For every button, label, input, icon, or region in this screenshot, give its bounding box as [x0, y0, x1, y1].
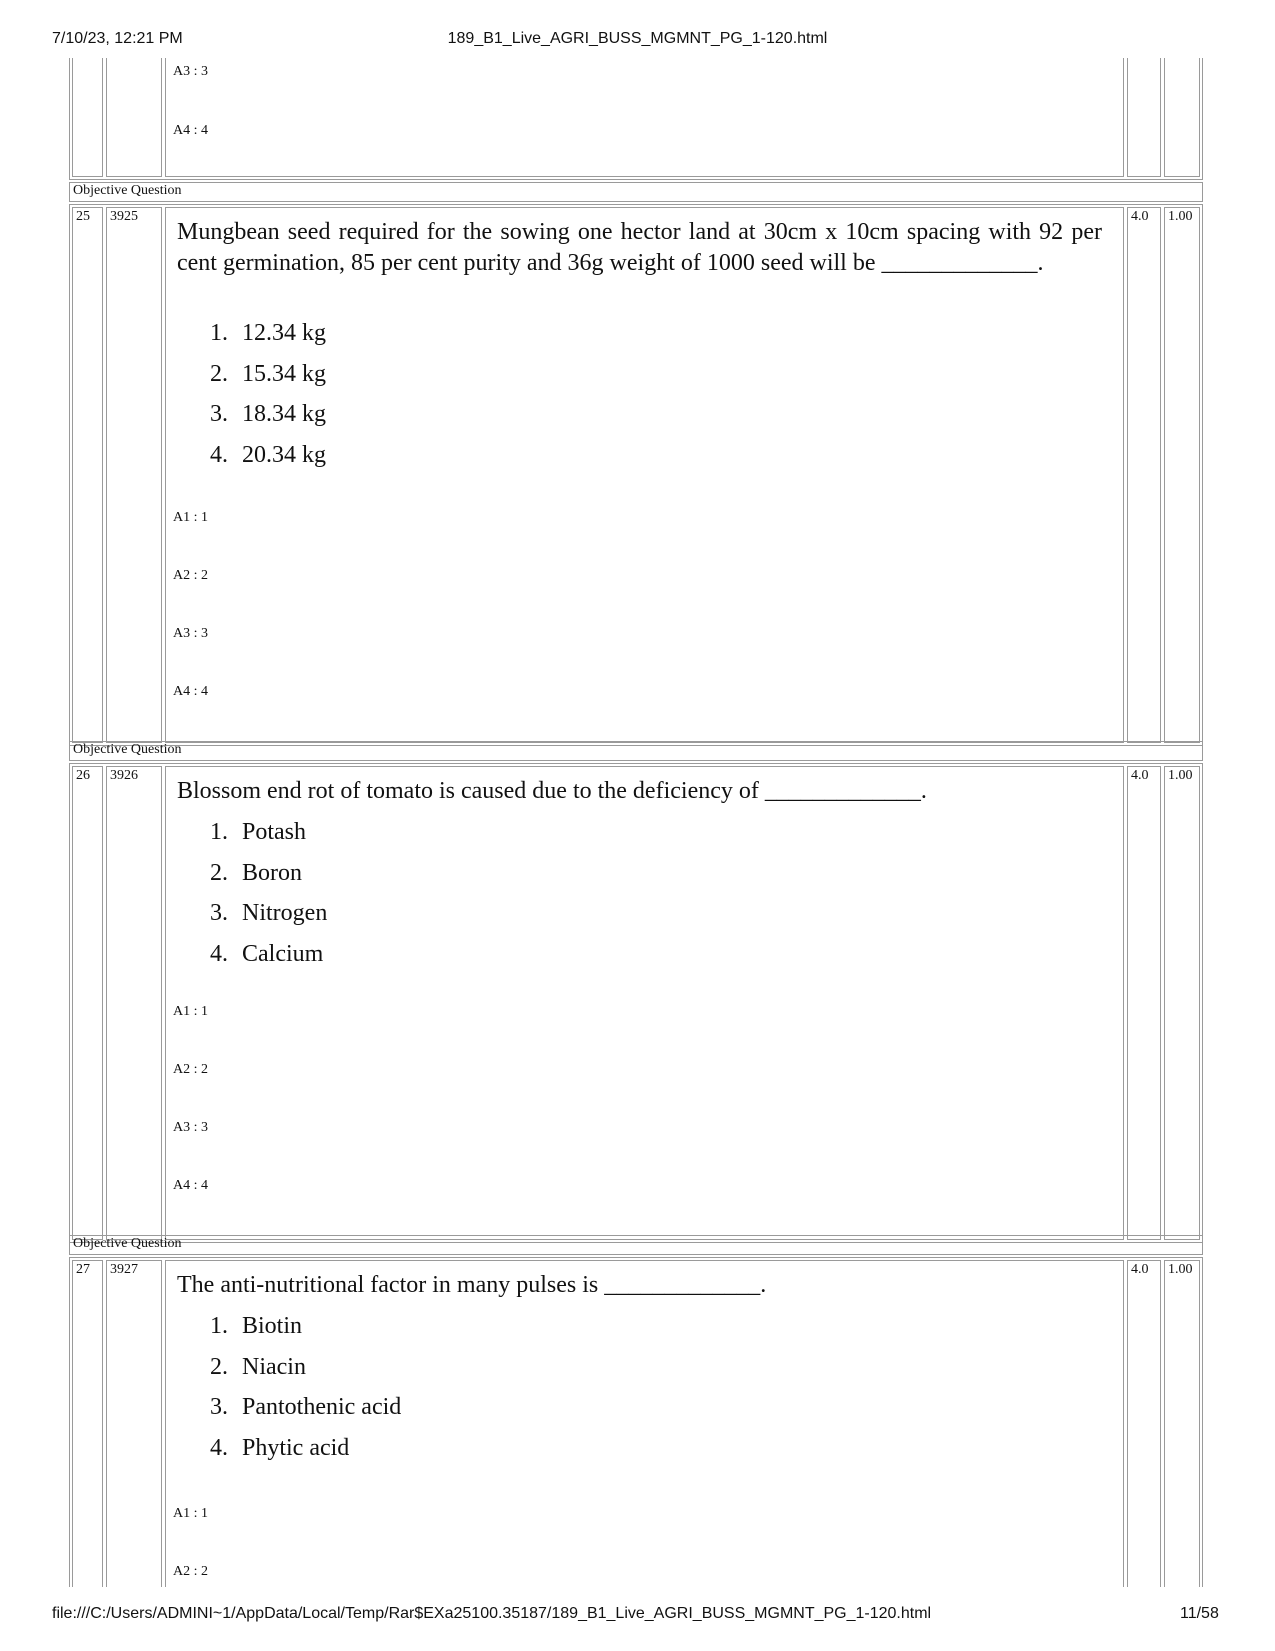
- section-label: Objective Question: [73, 1236, 182, 1251]
- question-sno-cell: [72, 1260, 103, 1587]
- answer-key: A4 : 4: [173, 684, 208, 699]
- question-sno: 26: [76, 768, 90, 783]
- marks-cell: [1127, 766, 1161, 1240]
- prev-marks-cell: [1127, 58, 1161, 177]
- negative-marks-cell: [1164, 766, 1200, 1240]
- negative-marks-cell: [1164, 207, 1200, 743]
- option-item: 1. Potash: [210, 819, 307, 845]
- option-item: 4. Phytic acid: [210, 1434, 350, 1461]
- negative-marks: 1.00: [1168, 209, 1193, 224]
- question-content-cell: [165, 207, 1124, 743]
- section-label-row: [69, 741, 1203, 761]
- answer-key: A2 : 2: [173, 1564, 208, 1579]
- print-datetime: 7/10/23, 12:21 PM: [52, 30, 183, 47]
- options-list: [210, 1306, 401, 1468]
- negative-marks: 1.00: [1168, 768, 1193, 783]
- prev-content-cell: [165, 58, 1124, 177]
- answer-key: A2 : 2: [173, 568, 208, 583]
- section-label-row: [69, 182, 1203, 202]
- options-list: [210, 812, 327, 974]
- negative-marks: 1.00: [1168, 1262, 1193, 1277]
- question-id-cell: [106, 766, 162, 1240]
- option-item: 4. Calcium: [210, 940, 324, 967]
- prev-answer-3: A3 : 3: [173, 64, 208, 79]
- print-file-path: file:///C:/Users/ADMINI~1/AppData/Local/Temp/Rar$EXa25100.35187/189_B1_Live_AGRI_BUSS_MGMNT_PG_1-120.html: [52, 1605, 932, 1622]
- question-sno-cell: [72, 766, 103, 1240]
- answer-key: A2 : 2: [173, 1062, 208, 1077]
- prev-negative-cell: [1164, 58, 1200, 177]
- option-item: 1. 12.34 kg: [210, 320, 326, 346]
- option-item: 2. 15.34 kg: [210, 360, 326, 387]
- question-sno: 25: [76, 209, 90, 224]
- question-stem: Mungbean seed required for the sowing one hector land at 30cm x 10cm spacing with 92 per cent germination, 85 per cent purity and 36g weight of 1000 seed will be _____________.: [177, 219, 1102, 276]
- question-id-cell: [106, 207, 162, 743]
- marks: 4.0: [1131, 1262, 1149, 1277]
- marks-cell: [1127, 1260, 1161, 1587]
- print-title: 189_B1_Live_AGRI_BUSS_MGMNT_PG_1-120.html: [447, 30, 828, 47]
- question-sno-cell: [72, 207, 103, 743]
- answer-key: A1 : 1: [173, 510, 208, 525]
- question-stem: The anti-nutritional factor in many pulses is _____________.: [177, 1272, 767, 1298]
- option-item: 1. Biotin: [210, 1313, 303, 1339]
- question-sno: 27: [76, 1262, 90, 1277]
- question-id: 3927: [110, 1262, 138, 1277]
- prev-sno-cell: [72, 58, 103, 177]
- prev-answer-4: A4 : 4: [173, 123, 208, 138]
- question-id-cell: [106, 1260, 162, 1587]
- marks: 4.0: [1131, 768, 1149, 783]
- option-item: 3. 18.34 kg: [210, 401, 326, 427]
- negative-marks-cell: [1164, 1260, 1200, 1587]
- section-label-row: [69, 1235, 1203, 1255]
- question-id: 3925: [110, 209, 138, 224]
- marks: 4.0: [1131, 209, 1149, 224]
- answer-key: A1 : 1: [173, 1004, 208, 1019]
- section-label: Objective Question: [73, 183, 182, 198]
- answer-key: A1 : 1: [173, 1506, 208, 1521]
- option-item: 4. 20.34 kg: [210, 441, 326, 468]
- print-page-number: 11/58: [1180, 1605, 1219, 1622]
- question-stem: Blossom end rot of tomato is caused due to the deficiency of _____________.: [177, 778, 927, 804]
- answer-key: A4 : 4: [173, 1178, 208, 1193]
- option-item: 2. Niacin: [210, 1353, 306, 1380]
- option-item: 2. Boron: [210, 859, 302, 886]
- answer-key: A3 : 3: [173, 1120, 208, 1135]
- option-item: 3. Nitrogen: [210, 900, 328, 926]
- section-label: Objective Question: [73, 742, 182, 757]
- option-item: 3. Pantothenic acid: [210, 1394, 402, 1420]
- options-list: [210, 313, 326, 475]
- prev-qid-cell: [106, 58, 162, 177]
- answer-key: A3 : 3: [173, 626, 208, 641]
- question-id: 3926: [110, 768, 138, 783]
- marks-cell: [1127, 207, 1161, 743]
